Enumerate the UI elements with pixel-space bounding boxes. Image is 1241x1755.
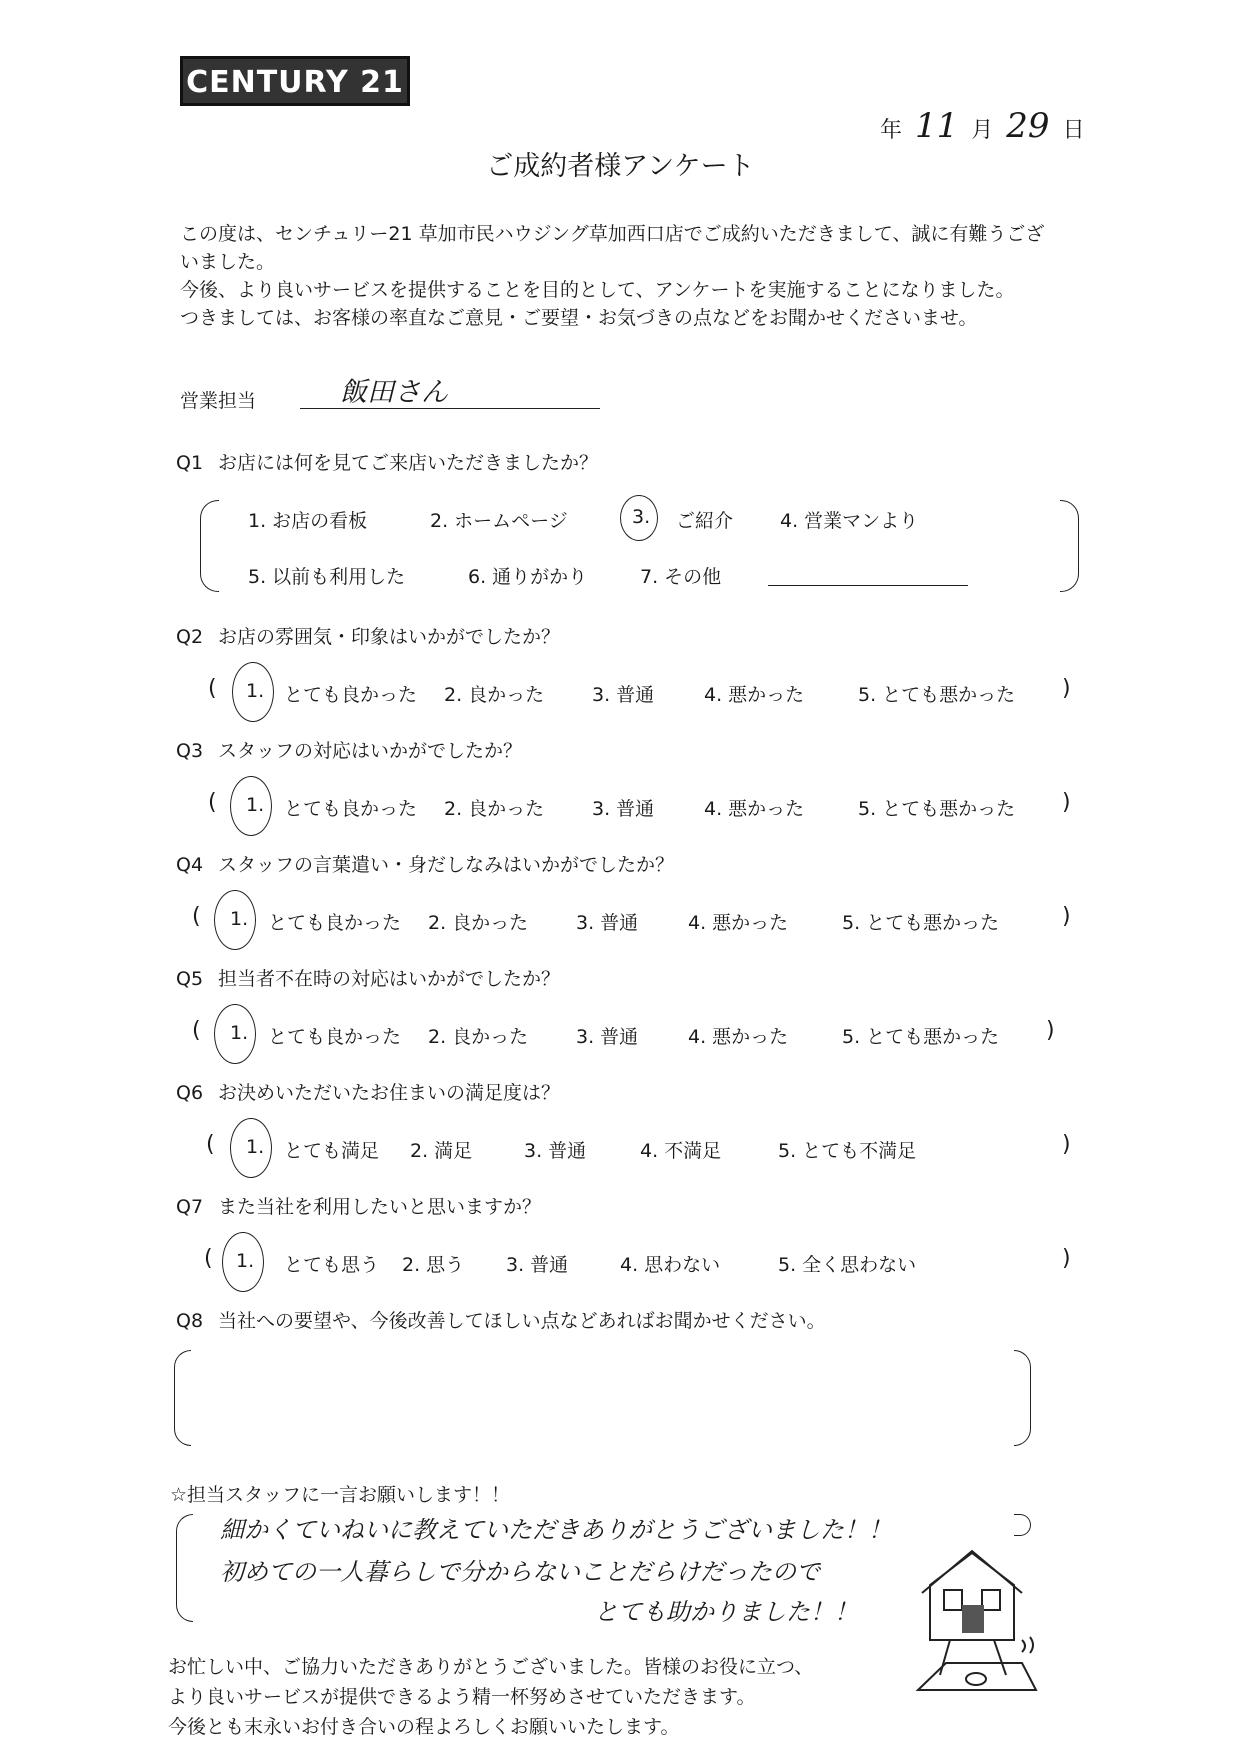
q2-option-4[interactable]: 4. 悪かった: [704, 684, 805, 706]
question-q6: [176, 1078, 560, 1105]
q7-option-4[interactable]: 4. 思わない: [620, 1254, 721, 1276]
open-paren: (: [204, 1246, 213, 1271]
month-label: 月: [971, 118, 994, 143]
house-mascot-icon: [910, 1545, 1050, 1745]
q6-option-2[interactable]: 2. 満足: [410, 1140, 473, 1162]
q4-option-4[interactable]: 4. 悪かった: [688, 912, 789, 934]
q2-selected-circle: [232, 662, 274, 722]
q6-option-5[interactable]: 5. とても不満足: [778, 1140, 917, 1162]
close-paren: ): [1062, 904, 1071, 929]
q3-option-4[interactable]: 4. 悪かった: [704, 798, 805, 820]
q1-option-2[interactable]: 2. ホームページ: [430, 510, 568, 532]
close-paren: ): [1062, 1132, 1071, 1157]
rep-label: 営業担当: [180, 390, 257, 412]
open-paren: (: [208, 676, 217, 701]
question-number: Q6: [176, 1082, 204, 1104]
question-q5: [176, 964, 560, 991]
month-value: 11: [915, 106, 959, 146]
q1-bracket-right: [1060, 500, 1079, 592]
rep-value[interactable]: 飯田さん: [340, 377, 448, 408]
question-q7: [176, 1192, 541, 1219]
question-text: 当社への要望や、今後改善してほしい点などあればお聞かせください。: [218, 1310, 826, 1332]
q2-option-3[interactable]: 3. 普通: [592, 684, 655, 706]
question-q8: [176, 1306, 826, 1333]
question-number: Q5: [176, 968, 204, 990]
q2-option-2[interactable]: 2. 良かった: [444, 684, 545, 706]
date-field: [880, 106, 1085, 146]
q3-option-5[interactable]: 5. とても悪かった: [858, 798, 1016, 820]
message-line: とても助かりました！！: [594, 1598, 858, 1626]
close-paren: ): [1046, 1018, 1055, 1043]
q1-other-line: [768, 585, 968, 586]
q4-selected-circle: [214, 890, 256, 950]
q5-option-4[interactable]: 4. 悪かった: [688, 1026, 789, 1048]
q1-option-4[interactable]: 4. 営業マンより: [780, 510, 919, 532]
question-number: Q1: [176, 452, 204, 474]
question-q3: [176, 736, 522, 763]
q5-option-1-number[interactable]: 1.: [230, 1022, 249, 1044]
q7-option-5[interactable]: 5. 全く思わない: [778, 1254, 917, 1276]
message-bracket-left: [176, 1514, 193, 1622]
intro-line: つきましては、お客様の率直なご意見・ご要望・お気づきの点などをお聞かせくださいませ。: [180, 307, 978, 329]
page-title: ご成約者様アンケート: [486, 151, 755, 182]
q3-option-1-label[interactable]: とても良かった: [284, 798, 418, 820]
q1-option-7[interactable]: 7. その他: [640, 566, 722, 588]
q4-option-2[interactable]: 2. 良かった: [428, 912, 529, 934]
q6-option-1-label[interactable]: とても満足: [284, 1140, 380, 1162]
open-paren: (: [192, 904, 201, 929]
question-text: また当社を利用したいと思いますか？: [218, 1196, 542, 1218]
question-number: Q4: [176, 854, 204, 876]
q7-option-3[interactable]: 3. 普通: [506, 1254, 569, 1276]
message-title: ☆担当スタッフに一言お願いします！！: [170, 1484, 511, 1506]
close-paren: ): [1062, 676, 1071, 701]
q5-option-3[interactable]: 3. 普通: [576, 1026, 639, 1048]
q1-selected-circle: [620, 495, 658, 541]
day-label: 日: [1062, 118, 1085, 143]
q7-option-2[interactable]: 2. 思う: [402, 1254, 465, 1276]
q3-option-2[interactable]: 2. 良かった: [444, 798, 545, 820]
question-number: Q7: [176, 1196, 204, 1218]
day-value: 29: [1006, 106, 1050, 146]
closing-line: 今後とも末永いお付き合いの程よろしくお願いいたします。: [168, 1716, 680, 1738]
rep-underline: [300, 408, 600, 409]
open-paren: (: [208, 790, 217, 815]
intro-line: いました。: [180, 251, 276, 273]
message-bracket-right: [1014, 1514, 1031, 1536]
year-label: 年: [880, 118, 903, 143]
q4-option-5[interactable]: 5. とても悪かった: [842, 912, 1000, 934]
q7-option-1-label[interactable]: とても思う: [284, 1254, 380, 1276]
close-paren: ): [1062, 1246, 1071, 1271]
question-text: お決めいただいたお住まいの満足度は？: [218, 1082, 561, 1104]
open-paren: (: [206, 1132, 215, 1157]
q4-option-1-number[interactable]: 1.: [230, 908, 249, 930]
q8-bracket-right: [1014, 1350, 1031, 1446]
q3-option-3[interactable]: 3. 普通: [592, 798, 655, 820]
logo-text: CENTURY 21: [186, 65, 404, 100]
q6-option-3[interactable]: 3. 普通: [524, 1140, 587, 1162]
question-text: スタッフの対応はいかがでしたか？: [218, 740, 523, 762]
q4-option-3[interactable]: 3. 普通: [576, 912, 639, 934]
q5-option-2[interactable]: 2. 良かった: [428, 1026, 529, 1048]
question-number: Q8: [176, 1310, 204, 1332]
q5-selected-circle: [214, 1004, 256, 1064]
closing-text: [168, 1652, 813, 1742]
q5-option-5[interactable]: 5. とても悪かった: [842, 1026, 1000, 1048]
question-text: お店には何を見てご来店いただきましたか？: [218, 452, 599, 474]
q8-bracket-left: [174, 1350, 191, 1446]
question-q1: [176, 448, 598, 475]
q1-option-5[interactable]: 5. 以前も利用した: [248, 566, 406, 588]
closing-line: より良いサービスが提供できるよう精一杯努めさせていただきます。: [168, 1686, 756, 1708]
message-line: 細かくていねいに教えていただきありがとうございました！！: [220, 1516, 892, 1544]
q1-option-3-number[interactable]: 3.: [632, 506, 651, 528]
question-number: Q2: [176, 626, 204, 648]
q1-option-3-label[interactable]: ご紹介: [676, 510, 734, 532]
open-paren: (: [192, 1018, 201, 1043]
q2-option-1-label[interactable]: とても良かった: [284, 684, 418, 706]
q7-selected-circle: [222, 1232, 264, 1292]
q5-option-1-label[interactable]: とても良かった: [268, 1026, 402, 1048]
q6-selected-circle: [230, 1118, 272, 1178]
q2-option-1-number[interactable]: 1.: [246, 680, 265, 702]
closing-line: お忙しい中、ご協力いただきありがとうございました。皆様のお役に立つ、: [168, 1656, 814, 1678]
question-number: Q3: [176, 740, 204, 762]
question-text: スタッフの言葉遣い・身だしなみはいかがでしたか？: [218, 854, 675, 876]
q6-option-1-number[interactable]: 1.: [246, 1136, 265, 1158]
question-q4: [176, 850, 674, 877]
q3-selected-circle: [230, 776, 272, 836]
q1-option-6[interactable]: 6. 通りがかり: [468, 566, 588, 588]
intro-text: [180, 220, 1080, 332]
q1-bracket-left: [200, 500, 219, 592]
q3-option-1-number[interactable]: 1.: [246, 794, 265, 816]
q4-option-1-label[interactable]: とても良かった: [268, 912, 402, 934]
intro-line: この度は、センチュリー21 草加市民ハウジング草加西口店でご成約いただきまして、誠に有難うござ: [180, 223, 1045, 245]
century21-logo: [180, 56, 410, 106]
message-line: 初めての一人暮らしで分からないことだらけだったので: [220, 1558, 820, 1586]
question-q2: [176, 622, 560, 649]
q1-option-1[interactable]: 1. お店の看板: [248, 510, 368, 532]
q7-option-1-number[interactable]: 1.: [236, 1250, 255, 1272]
question-text: お店の雰囲気・印象はいかがでしたか？: [218, 626, 561, 648]
q2-option-5[interactable]: 5. とても悪かった: [858, 684, 1016, 706]
q6-option-4[interactable]: 4. 不満足: [640, 1140, 722, 1162]
close-paren: ): [1062, 790, 1071, 815]
question-text: 担当者不在時の対応はいかがでしたか？: [218, 968, 561, 990]
q8-answer-area[interactable]: [196, 1356, 1006, 1440]
intro-line: 今後、より良いサービスを提供することを目的として、アンケートを実施することになりました。: [180, 279, 1015, 301]
